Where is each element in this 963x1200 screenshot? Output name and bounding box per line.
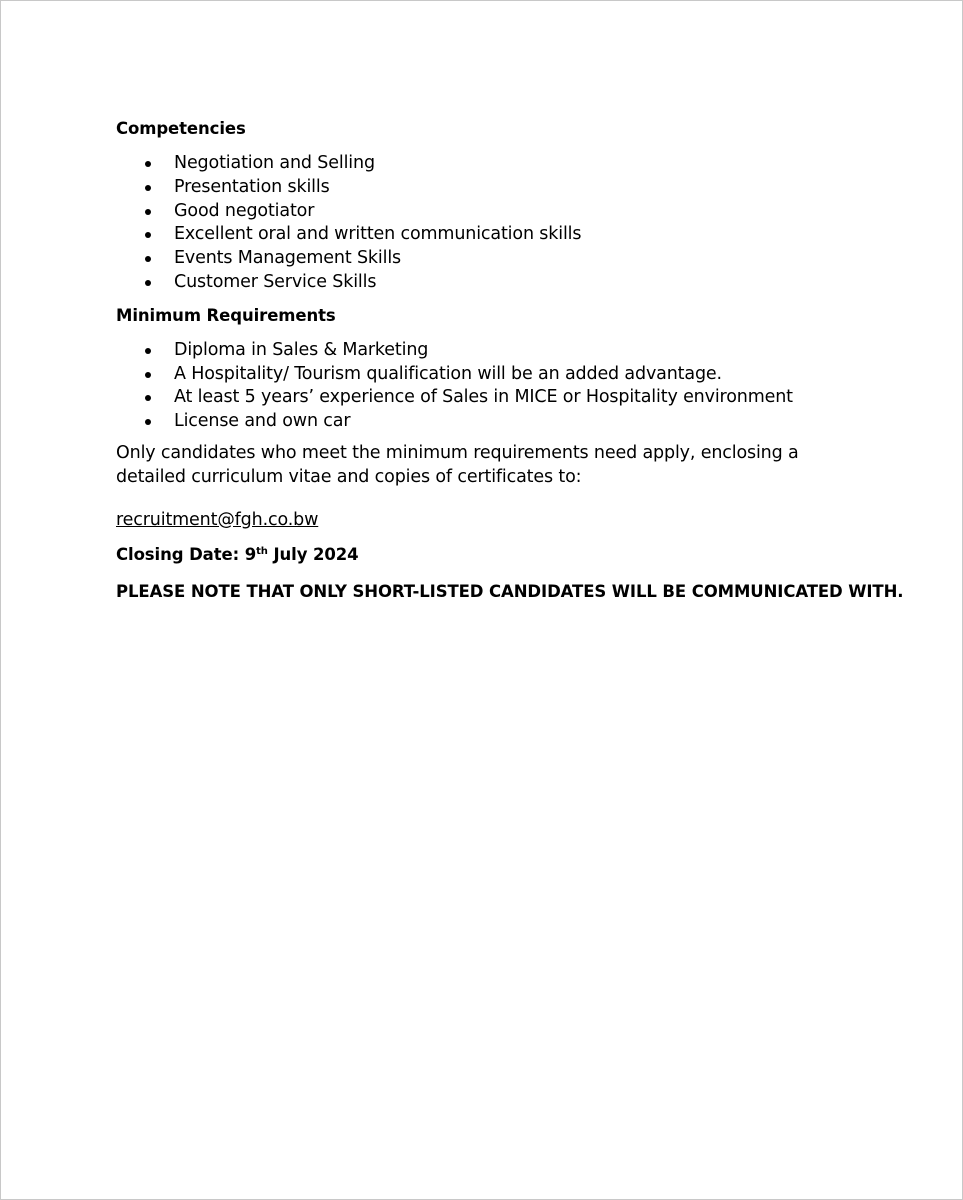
application-line-1: Only candidates who meet the minimum requirements need apply, enclosing a xyxy=(116,442,799,463)
application-line-2: detailed curriculum vitae and copies of certificates to: xyxy=(116,466,582,487)
requirements-heading: Minimum Requirements xyxy=(116,305,336,325)
shortlist-note: PLEASE NOTE THAT ONLY SHORT-LISTED CANDIDATES WILL BE COMMUNICATED WITH. xyxy=(116,582,904,602)
bullet-icon xyxy=(145,372,151,378)
list-item: Diploma in Sales & Marketing xyxy=(116,339,876,363)
list-item: Events Management Skills xyxy=(116,247,876,271)
bullet-icon xyxy=(145,161,151,167)
bullet-icon xyxy=(145,280,151,286)
bullet-icon xyxy=(145,232,151,238)
competencies-heading: Competencies xyxy=(116,119,246,138)
list-item: A Hospitality/ Tourism qualification will be an added advantage. xyxy=(116,363,876,387)
closing-date: Closing Date: 9th July 2024 xyxy=(116,545,359,565)
list-item: Presentation skills xyxy=(116,176,876,200)
document-content xyxy=(116,118,904,603)
bullet-icon xyxy=(145,185,151,191)
list-item: Negotiation and Selling xyxy=(116,152,876,176)
recruitment-email-link[interactable]: recruitment@fgh.co.bw xyxy=(116,509,319,530)
list-item: At least 5 years’ experience of Sales in MICE or Hospitality environment xyxy=(116,386,876,410)
list-item: Excellent oral and written communication skills xyxy=(116,223,876,247)
bullet-icon xyxy=(145,395,151,401)
bullet-icon xyxy=(145,348,151,354)
bullet-icon xyxy=(145,419,151,425)
list-item: Good negotiator xyxy=(116,200,876,224)
list-item: Customer Service Skills xyxy=(116,271,876,295)
application-instructions xyxy=(116,442,876,490)
bullet-icon xyxy=(145,209,151,215)
bullet-icon xyxy=(145,256,151,262)
list-item: License and own car xyxy=(116,410,876,434)
requirements-list xyxy=(116,339,876,434)
competencies-list xyxy=(116,152,876,295)
